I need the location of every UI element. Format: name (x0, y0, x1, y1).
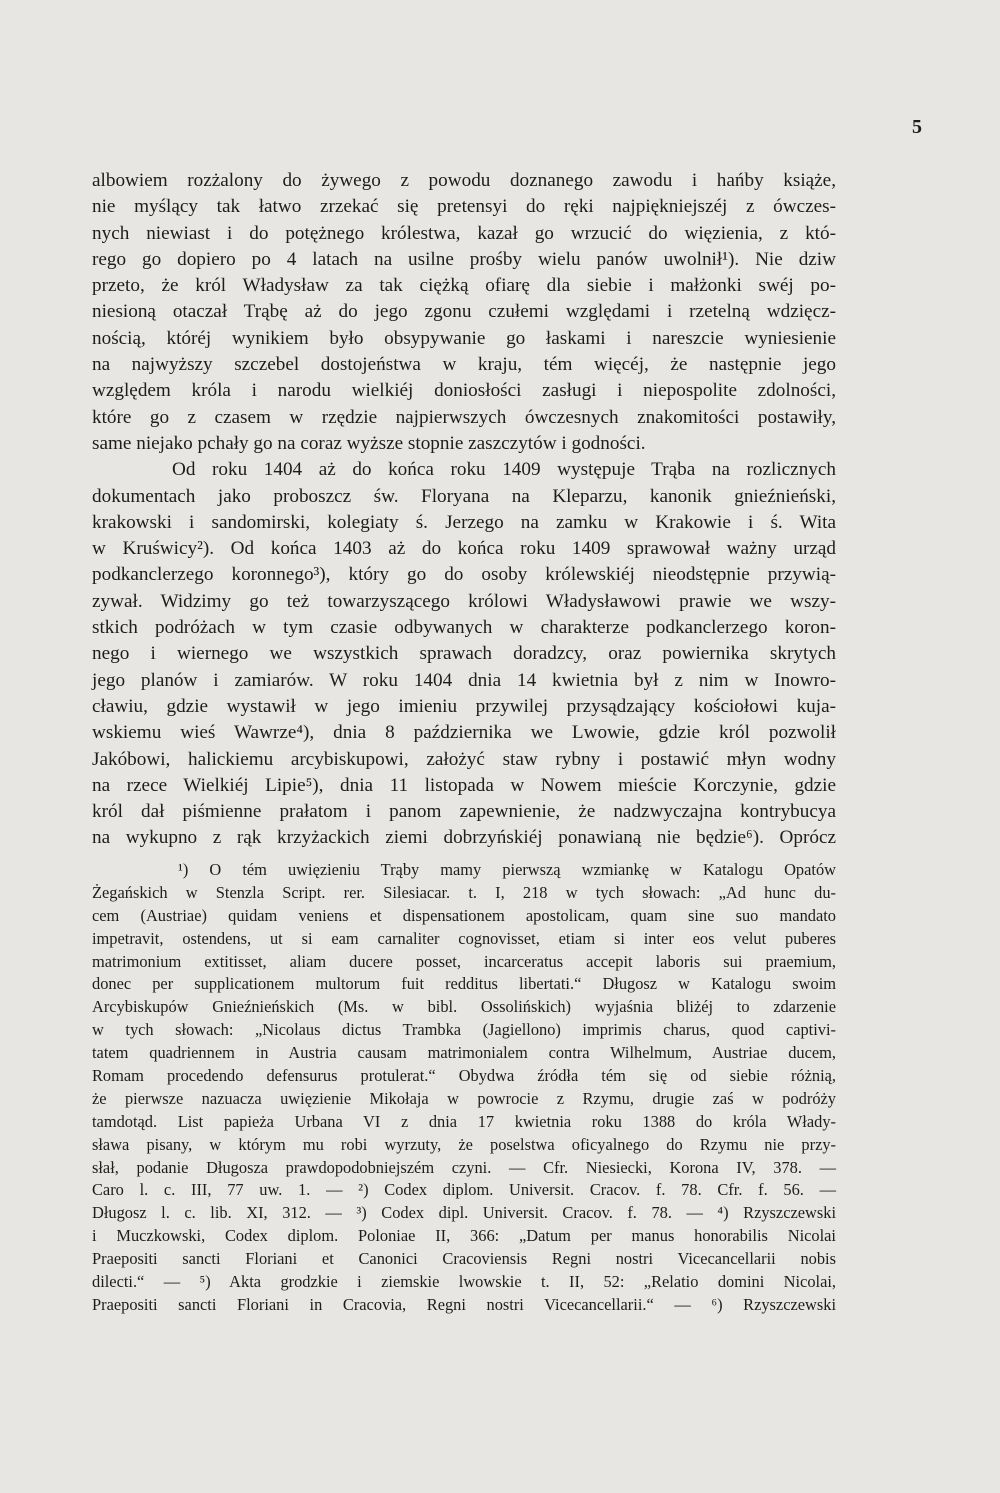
footnote-line: że pierwsze nazuacza uwięzienie Mikołaja w powrocie z Rzymu, drugie zaś w podróży (92, 1088, 836, 1108)
footnote-line: tamdotąd. List papieża Urbana VI z dnia 17 kwietnia roku 1388 do króla Włady- (92, 1111, 836, 1131)
body-line: nie myślący tak łatwo zrzekać się pretensyi do ręki najpiękniejszéj z ówczes- (92, 196, 836, 218)
body-line: na najwyższy szczebel dostojeństwa w kraju, tém więcéj, że następnie jego (92, 354, 836, 376)
body-line: cławiu, gdzie wystawił w jego imieniu przywilej przysądzający kościołowi kuja- (92, 695, 836, 717)
body-line: rego go dopiero po 4 latach na usilne prośby wielu panów uwolnił¹). Nie dziw (92, 248, 836, 270)
body-line: wskiemu wieś Wawrze⁴), dnia 8 października we Lwowie, gdzie król pozwolił (92, 722, 836, 744)
page-number: 5 (912, 116, 922, 138)
footnote-line: słał, podanie Długosza prawdopodobniejszém czyni. — Cfr. Niesiecki, Korona IV, 378. — (92, 1157, 836, 1177)
body-line: nego i wiernego we wszystkich sprawach doradzcy, oraz powiernika skrytych (92, 643, 836, 665)
footnote-line: Romam procedendo defensurus protulerat.“ Obydwa źródła tém się od siebie różnią, (92, 1066, 836, 1086)
body-line: same niejako pchały go na coraz wyższe stopnie zaszczytów i godności. (92, 432, 646, 454)
footnote-line: Arcybiskupów Gnieźnieńskich (Ms. w bibl. Ossolińskich) wyjaśnia bliżéj to zdarzenie (92, 997, 836, 1017)
footnote-line: ¹) O tém uwięzieniu Trąby mamy pierwszą wzmiankę w Katalogu Opatów (178, 860, 836, 879)
body-line: na rzece Wielkiéj Lipie⁵), dnia 11 listopada w Nowem mieście Korczynie, gdzie (92, 774, 836, 796)
body-line: niesioną otaczał Trąbę aż do jego zgonu czułemi względami i rzetelną wdzięcz- (92, 301, 836, 323)
footnote-line: cem (Austriae) quidam veniens et dispensationem apostolicam, quam sine suo mandato (92, 905, 836, 925)
footnote-line: donec per supplicationem multorum fuit redditus libertati.“ Długosz w Katalogu swoim (92, 974, 836, 994)
body-line: albowiem rozżalony do żywego z powodu doznanego zawodu i hańby książe, (92, 170, 836, 191)
footnote-line: Żegańskich w Stenzla Script. rer. Silesiacar. t. I, 218 w tych słowach: „Ad hunc du- (92, 882, 836, 902)
body-line: król dał piśmienne prałatom i panom zapewnienie, że nadzwyczajna kontrybucya (92, 801, 836, 823)
body-line: podkanclerzego koronnego³), który go do osoby królewskiéj nieodstępnie przywią- (92, 564, 836, 586)
footnote-line: matrimonium extitisset, aliam ducere posset, incarceratus accepit laboris sui praemium, (92, 951, 836, 971)
footnote-line: tatem quadriennem in Austria causam matrimonialem contra Wilhelmum, Austriae ducem, (92, 1043, 836, 1063)
body-line: jego planów i zamiarów. W roku 1404 dnia 14 kwietnia był z nim w Inowro- (92, 669, 836, 691)
footnote-line: Caro l. c. III, 77 uw. 1. — ²) Codex diplom. Universit. Cracov. f. 78. Cfr. f. 56. — (92, 1180, 836, 1200)
body-line: dokumentach jako proboszcz św. Floryana na Kleparzu, kanonik gnieźnieński, (92, 485, 836, 507)
footnote-line: dilecti.“ — ⁵) Akta grodzkie i ziemskie lwowskie t. II, 52: „Relatio domini Nicolai, (92, 1272, 836, 1292)
body-line: w Kruświcy²). Od końca 1403 aż do końca roku 1409 sprawował ważny urząd (92, 538, 836, 560)
body-line: krakowski i sandomirski, kolegiaty ś. Jerzego na zamku w Krakowie i ś. Wita (92, 511, 836, 533)
footnotes (92, 859, 836, 1317)
body-line: które go z czasem w rzędzie najpierwszych ówczesnych znakomitości postawiły, (92, 406, 836, 428)
body-line: Jakóbowi, halickiemu arcybiskupowi, założyć staw rybny i postawić młyn wodny (92, 748, 836, 770)
body-line: Od roku 1404 aż do końca roku 1409 występuje Trąba na rozlicznych (172, 459, 836, 481)
body-line: względem króla i narodu wielkiéj doniosłości zasługi i niepospolite zdolności, (92, 380, 836, 402)
body-line: nością, któréj wynikiem było obsypywanie go łaskami i nareszcie wyniesienie (92, 327, 836, 349)
footnote-line: w tych słowach: „Nicolaus dictus Trambka (Jagiellono) imprimis charus, quod captivi- (92, 1020, 836, 1040)
footnote-line: Praepositi sancti Floriani in Cracovia, Regni nostri Vicecancellarii.“ — ⁶) Rzyszczewski (92, 1294, 836, 1314)
body-line: nych niewiast i do potężnego królestwa, kazał go wrzucić do więzienia, z któ- (92, 222, 836, 244)
footnote-line: Praepositi sancti Floriani et Canonici Cracoviensis Regni nostri Vicecancellarii nobis (92, 1249, 836, 1269)
body-line: na wykupno z rąk krzyżackich ziemi dobrzyńskiéj ponawianą nie będzie⁶). Oprócz (92, 827, 836, 849)
footnote-line: i Muczkowski, Codex diplom. Poloniae II, 366: „Datum per manus honorabilis Nicolai (92, 1226, 836, 1246)
body-line: stkich podróżach w tym czasie odbywanych w charakterze podkanclerzego koron- (92, 617, 836, 639)
footnote-line: sława pisany, w którym mu robi wyrzuty, że poselstwa oficyalnego do Rzymu nie przy- (92, 1134, 836, 1154)
body-line: przeto, że król Władysław za tak ciężką ofiarę dla siebie i małżonki swéj po- (92, 275, 836, 297)
footnote-line: Długosz l. c. lib. XI, 312. — ³) Codex dipl. Universit. Cracov. f. 78. — ⁴) Rzyszczewski (92, 1203, 836, 1223)
body-text (92, 168, 836, 852)
footnote-line: impetravit, ostendens, ut si eam carnaliter cognovisset, etiam si inter eos velut puberes (92, 928, 836, 948)
body-line: zywał. Widzimy go też towarzyszącego królowi Władysławowi prawie we wszy- (92, 590, 836, 612)
